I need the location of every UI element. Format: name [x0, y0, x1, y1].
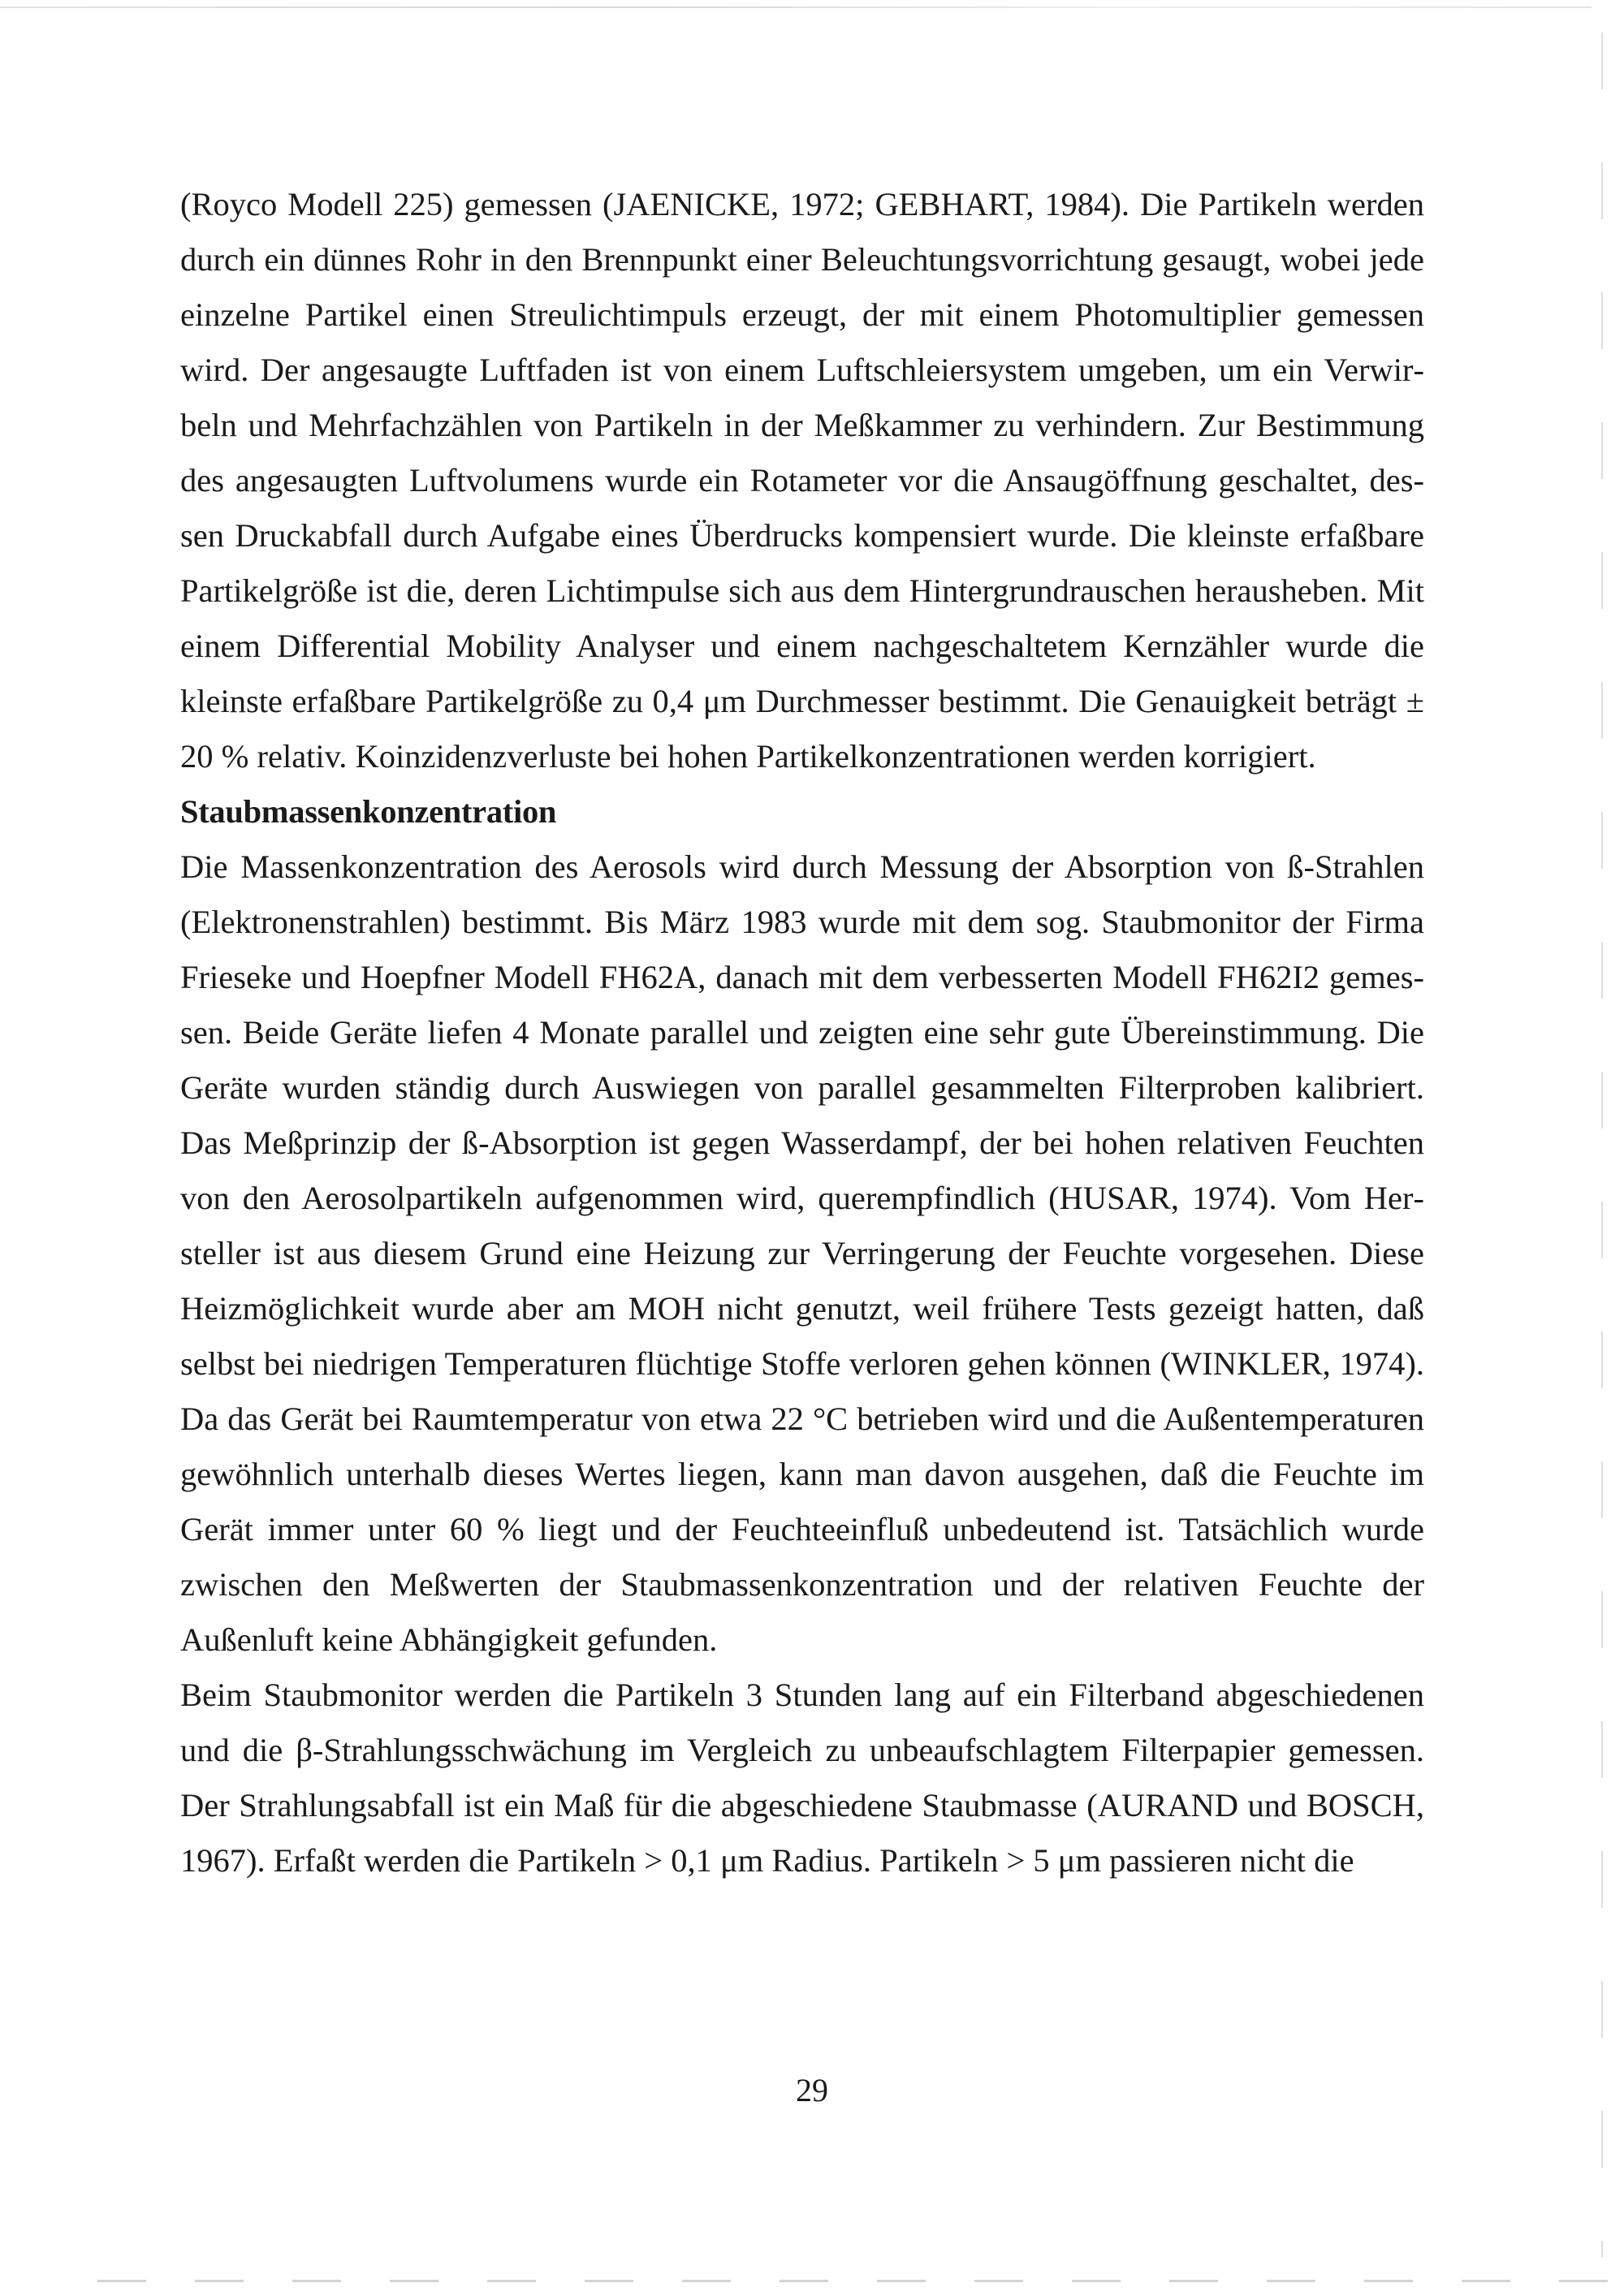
paragraph-mass-concentration: Die Massenkonzentration des Aerosols wird durch Messung der Absorption von ß-Strahlen (Elektronenstrahlen) bestimmt. Bis März 1983 wurde mit dem sog. Staubmonitor der Firma Frieseke und Hoepfner Modell FH62A, danach mit dem verbesserten Modell FH62I2 gemessen. Beide Geräte liefen 4 Monate parallel und zeigten eine sehr gute Übereinstimmung. Die Geräte wurden ständig durch Auswiegen von parallel gesammelten Filterproben kalibriert. Das Meßprinzip der ß-Absorption ist gegen Wasserdampf, der bei hohen relativen Feuchten von den Aerosolpartikeln aufgenommen wird, querempfindlich (HUSAR, 1974). Vom Hersteller ist aus diesem Grund eine Heizung zur Verringerung der Feuchte vorgesehen. Diese Heizmöglichkeit wurde aber am MOH nicht genutzt, weil frühere Tests gezeigt hatten, daß selbst bei niedrigen Temperaturen flüchtige Stoffe verloren gehen können (WINKLER, 1974). Da das Gerät bei Raumtemperatur von etwa 22 °C betrieben wird und die Außentemperaturen gewöhnlich unterhalb dieses Wertes liegen, kann man davon ausgehen, daß die Feuchte im Gerät immer unter 60 % liegt und der Feuchteeinfluß unbedeutend ist. Tatsächlich wurde zwischen den Meßwerten der Staubmassenkonzentration und der relativen Feuchte der Außenluft keine Abhängigkeit gefunden.	[180, 848, 1424, 1658]
scan-edge-right	[1601, 32, 1603, 2257]
page-content	[180, 177, 1424, 1888]
paragraph-dust-monitor: Beim Staubmonitor werden die Partikeln 3 Stunden lang auf ein Filterband abgeschiedenen und die β-Strahlungsschwächung im Vergleich zu unbeaufschlagtem Filterpapier gemessen. Der Strahlungsabfall ist ein Maß für die abgeschiedene Staubmasse (AURAND und BOSCH, 1967). Erfaßt werden die Partikeln > 0,1 μm Radius. Partikeln > 5 μm passieren nicht die	[180, 1677, 1424, 1879]
scan-edge-top	[0, 6, 1592, 8]
section-heading-staubmassenkonzentration: Staubmassenkonzentration	[180, 793, 557, 830]
paragraph-particle-counter: (Royco Modell 225) gemessen (JAENICKE, 1972; GEBHART, 1984). Die Partikeln werden durch ein dünnes Rohr in den Brennpunkt einer Beleuchtungsvorrichtung gesaugt, wobei jede einzelne Partikel einen Streulichtimpuls erzeugt, der mit einem Photomultiplier gemessen wird. Der angesaugte Luftfaden ist von einem Luftschleiersystem umgeben, um ein Verwirbeln und Mehrfachzählen von Partikeln in der Meßkammer zu verhindern. Zur Bestimmung des angesaugten Luftvolumens wurde ein Rotameter vor die Ansaugöffnung geschaltet, dessen Druckabfall durch Aufgabe eines Überdrucks kompensiert wurde. Die kleinste erfaßbare Partikelgröße ist die, deren Lichtimpulse sich aus dem Hintergrundrauschen herausheben. Mit einem Differential Mobility Analyser und einem nachgeschaltetem Kernzähler wurde die kleinste erfaßbare Partikelgröße zu 0,4 μm Durchmesser bestimmt. Die Genauigkeit beträgt ± 20 % relativ. Koinzidenzverluste bei hohen Partikelkonzentrationen werden korrigiert.	[180, 186, 1424, 775]
page-number: 29	[796, 2072, 828, 2108]
scan-edge-bottom	[97, 2280, 1608, 2282]
